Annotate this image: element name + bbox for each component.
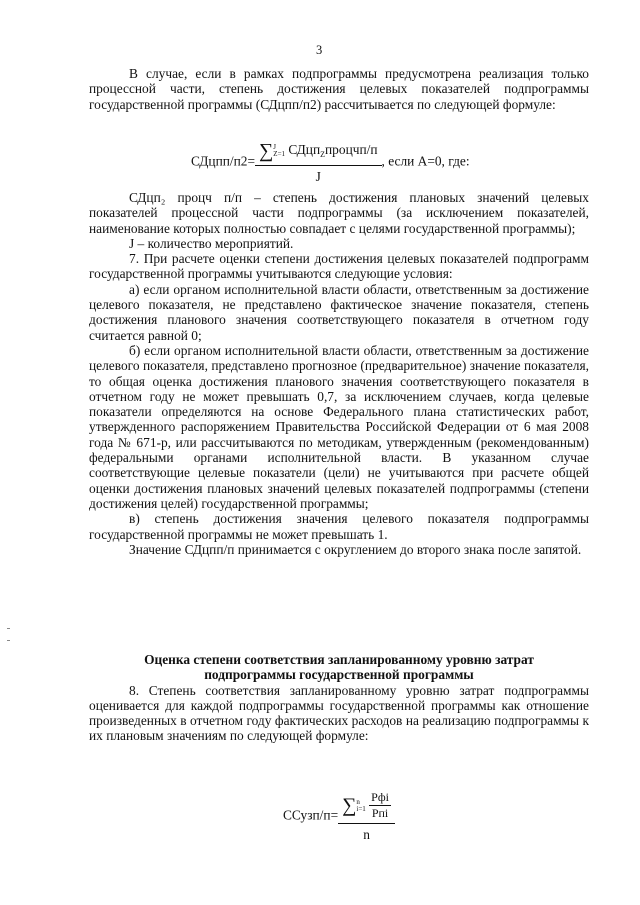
paragraph-item-7: 7. При расчете оценки степени достижения целевых показателей подпрограмм государственной программы учитываются следующие условия:: [89, 251, 589, 282]
formula2-denominator: n: [338, 823, 395, 843]
formula2-lhs: ССузп/п=: [283, 807, 339, 823]
formula-sdcpp2: [191, 140, 470, 185]
paragraph-definition-sdcp: СДцп₂ процч п/п – степень достижения плановых значений целевых показателей процессной части подпрограммы (за исключением показателей, наименование которых полностью совпадает с целями государственной программы);: [89, 190, 589, 236]
formula1-sum-top: J: [273, 142, 277, 151]
section-heading: [89, 652, 589, 744]
margin-mark: [7, 640, 10, 641]
formula1-numer-sub: Z: [320, 150, 326, 159]
formula1-numer-main: СДцп: [288, 142, 321, 157]
formula2-fraction: [338, 790, 395, 843]
formula1-condition: , если А=0, где:: [381, 153, 470, 169]
formula1-sum-bottom: Z=1: [273, 149, 286, 158]
heading-line-1: Оценка степени соответствия запланированному уровню затрат: [144, 652, 534, 667]
heading-line-2: подпрограммы государственной программы: [204, 667, 474, 683]
formula2-sum-limits: [356, 799, 365, 813]
paragraph-item-7v: в) степень достижения значения целевого показателя подпрограммы государственной программы не может превышать 1.: [89, 511, 589, 542]
paragraph-intro: В случае, если в рамках подпрограммы предусмотрена реализация только процессной части, степень достижения целевых показателей подпрограммы государственной программы (СДцпп/п2) рассчитывается по следующей формуле:: [89, 66, 589, 112]
formula1-sum-limits: [273, 144, 285, 158]
formula-ssuz: [283, 790, 395, 843]
formula2-inner-fraction: [369, 790, 391, 821]
formula1-numer-rest: процчп/п: [325, 142, 378, 157]
sum-sign: ∑: [342, 794, 357, 817]
paragraph-item-8: 8. Степень соответствия запланированному уровню затрат подпрограммы оценивается для каждой подпрограммы государственной программы как отношение произведенных в отчетном году фактических расходов на реализацию подпрограммы к их плановым значениям по следующей формуле:: [89, 682, 589, 744]
formula1-fraction: [255, 140, 382, 185]
paragraph-rounding: Значение СДцпп/п принимается с округлением до второго знака после запятой.: [129, 541, 582, 557]
formula1-numerator: [255, 140, 382, 165]
paragraph-item-7b: б) если органом исполнительной власти области, ответственным за достижение целевого показателя, представлено прогнозное (предварительное) значение показателя, то общая оценка достижения планового значения соответствующего показателя в отчетном году не может превышать 0,7, за исключением случаев, когда целевые показатели определяются на основе Федерального плана статистических работ, утвержденного распоряжением Правительства Российской Федерации от 6 мая 2008 года № 671-р, или рассчитываются по методикам, утвержденным (рекомендованным) федеральными органами исполнительной власти. В указанном случае соответствующие целевые показатели (цели) не учитываются при расчете общей оценки достижения плановых значений целевых показателей подпрограммы (степени достижения целей) государственной программы;: [89, 342, 589, 511]
formula2-sum-top: n: [356, 797, 360, 806]
page-number: 3: [316, 43, 323, 57]
paragraph-intro-block: [89, 66, 589, 112]
paragraph-definition-j: J – количество мероприятий.: [129, 235, 294, 251]
formula2-inner-denominator: Рпi: [369, 805, 391, 821]
section-conditions: [89, 190, 589, 557]
formula2-sum-bottom: i=1: [356, 804, 366, 813]
sum-sign: ∑: [259, 140, 274, 162]
margin-mark: [7, 628, 10, 629]
formula2-numerator: [338, 790, 395, 823]
formula1-denominator: J: [255, 165, 382, 185]
formula1-lhs: СДцпп/п2=: [191, 153, 256, 169]
paragraph-item-7a: а) если органом исполнительной власти области, ответственным за достижение целевого показателя, не представлено фактическое значение показателя, степень достижения планового значения соответствующего показателя в отчетном году считается равной 0;: [89, 281, 589, 343]
formula2-inner-numerator: Рфi: [371, 790, 389, 804]
